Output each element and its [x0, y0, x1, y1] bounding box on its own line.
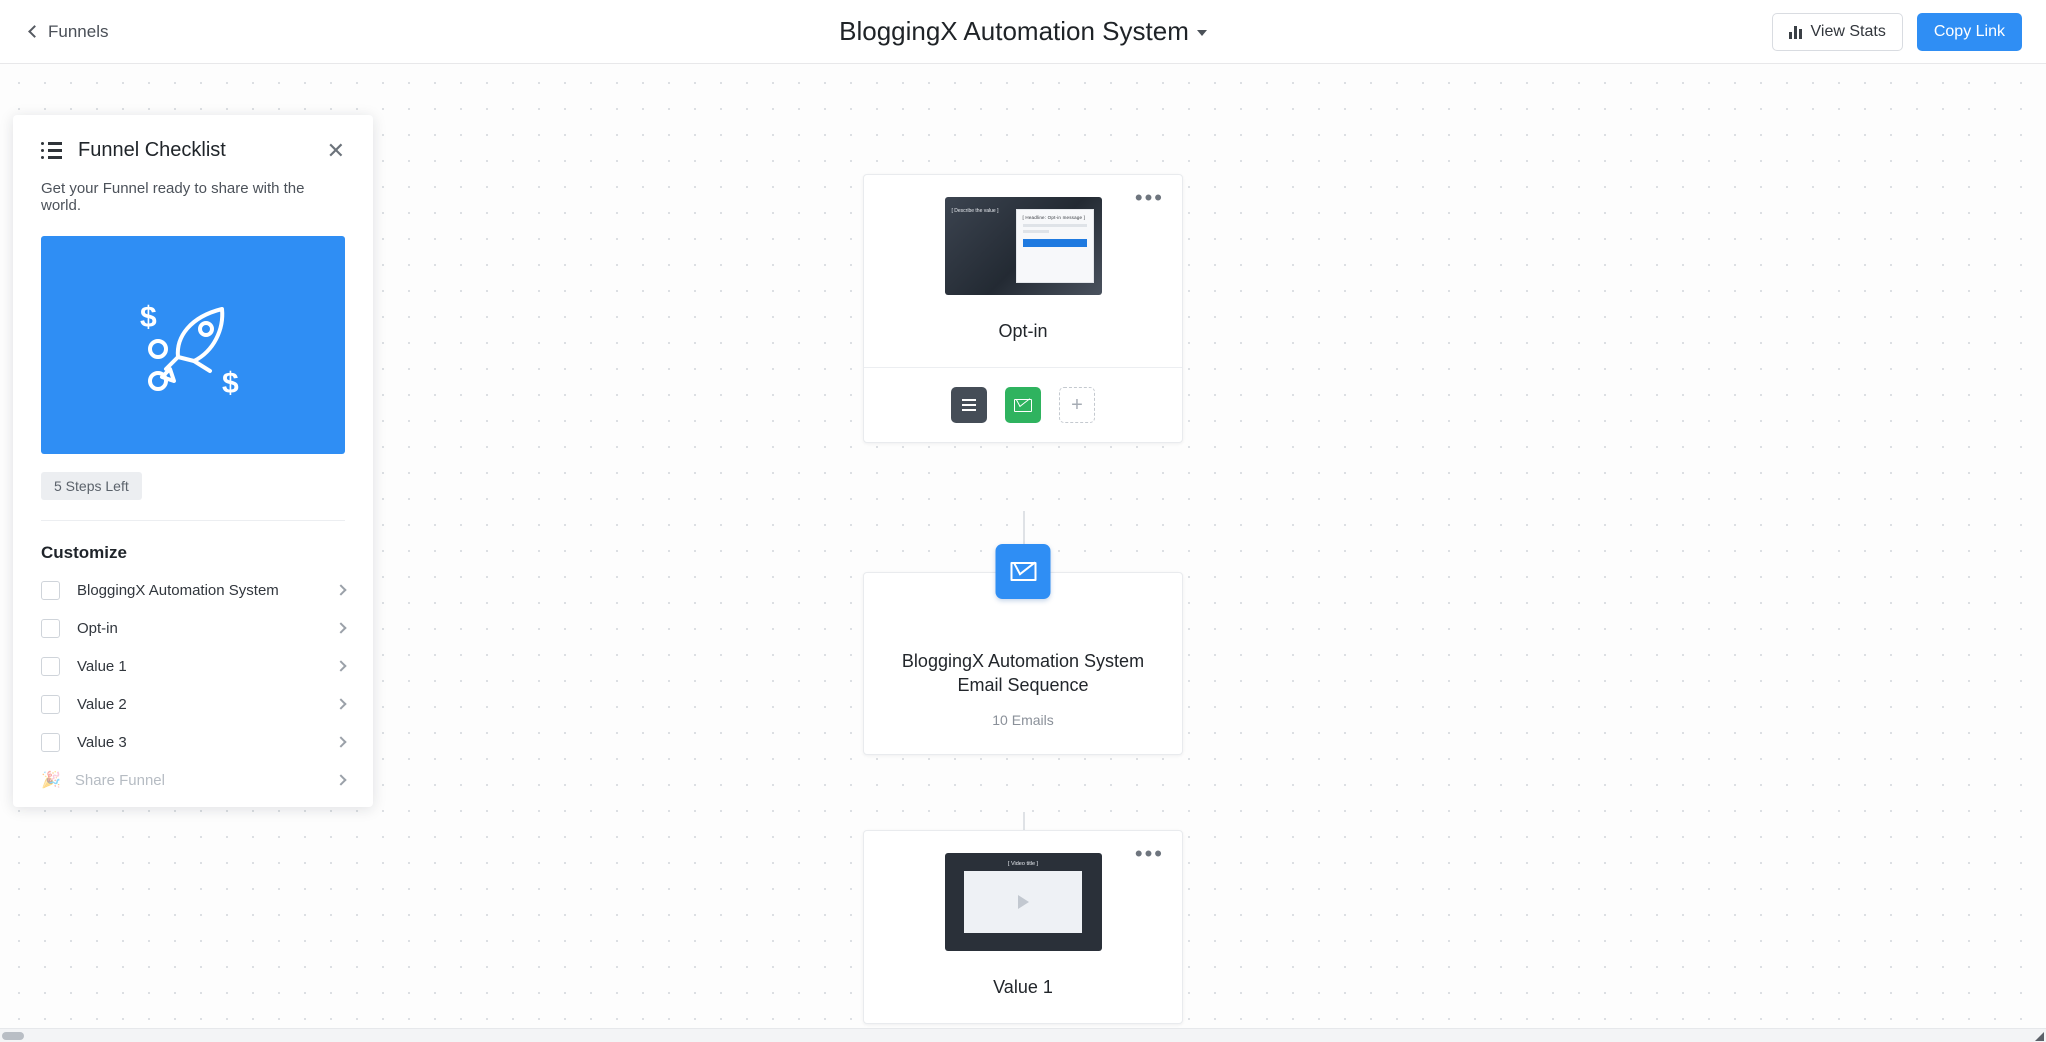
email-tool-button[interactable] — [1005, 387, 1041, 423]
checklist-hero-banner — [41, 236, 345, 454]
list-icon — [962, 399, 976, 411]
funnel-node-email-sequence[interactable] — [863, 572, 1183, 755]
copy-link-button[interactable] — [1917, 13, 2022, 51]
chevron-right-icon — [335, 774, 346, 785]
horizontal-scrollbar[interactable] — [0, 1028, 2046, 1042]
view-stats-label: View Stats — [1810, 23, 1886, 40]
add-step-button[interactable]: + — [1059, 387, 1095, 423]
funnel-checklist-panel — [13, 115, 373, 807]
checklist-item-label: Value 2 — [77, 695, 127, 713]
divider — [41, 520, 345, 521]
svg-text:$: $ — [140, 301, 157, 334]
checklist-subtitle: Get your Funnel ready to share with the world. — [41, 180, 305, 214]
node-optin-tools — [864, 368, 1182, 442]
email-sequence-badge — [996, 544, 1051, 599]
copy-link-label: Copy Link — [1933, 23, 2005, 40]
ellipsis-icon[interactable]: ••• — [1134, 185, 1164, 210]
node-optin-title: Opt-in — [998, 321, 1048, 341]
mail-icon — [1014, 399, 1032, 412]
checklist-item-label: Opt-in — [77, 619, 118, 637]
chevron-left-icon — [28, 25, 41, 38]
chevron-down-icon[interactable] — [1197, 30, 1207, 36]
bar-chart-icon — [1789, 25, 1802, 39]
close-icon[interactable]: ✕ — [326, 137, 345, 163]
top-bar — [0, 0, 2046, 64]
checkbox[interactable] — [41, 695, 60, 714]
checklist-item-value-1[interactable] — [41, 647, 345, 685]
thumbnail-caption: [ Describe the value ] — [951, 208, 999, 214]
checklist-item-label: BloggingX Automation System — [77, 581, 279, 599]
scrollbar-thumb[interactable] — [2, 1032, 24, 1040]
node-email-sequence-subtitle: 10 Emails — [992, 711, 1054, 728]
checkbox[interactable] — [41, 733, 60, 752]
chevron-right-icon — [335, 698, 346, 709]
checklist-item-label: Share Funnel — [74, 771, 165, 789]
funnel-node-value-1[interactable] — [863, 830, 1183, 1024]
thumbnail-mini-page — [1016, 209, 1094, 283]
funnel-node-optin[interactable] — [863, 174, 1183, 443]
checklist-item-value-3[interactable] — [41, 723, 345, 761]
back-to-funnels-link[interactable] — [30, 22, 108, 42]
mini-page-headline: [ Headline: Opt-in message ] — [1022, 215, 1086, 220]
chevron-right-icon — [335, 736, 346, 747]
chevron-right-icon — [335, 622, 346, 633]
svg-text:$: $ — [222, 367, 239, 400]
checklist-header — [41, 139, 345, 162]
page-title-text: BloggingX Automation System — [839, 16, 1189, 46]
page-title — [0, 16, 2046, 47]
thumbnail-caption: [ Video title ] — [1007, 861, 1039, 867]
checklist-item-share-funnel[interactable] — [41, 761, 345, 799]
checkbox[interactable] — [41, 619, 60, 638]
checklist-item-value-2[interactable] — [41, 685, 345, 723]
mini-page-cta — [1023, 239, 1087, 247]
checklist-icon — [41, 142, 62, 159]
mini-page-line — [1023, 224, 1087, 227]
node-email-sequence-title: BloggingX Automation System Email Sequence — [901, 651, 1145, 696]
checklist-item-label: Value 3 — [77, 733, 127, 751]
view-stats-button[interactable] — [1772, 13, 1903, 51]
back-link-label: Funnels — [48, 21, 109, 41]
checklist-item-label: Value 1 — [77, 657, 127, 675]
checkbox[interactable] — [41, 581, 60, 600]
chevron-right-icon — [335, 660, 346, 671]
mini-page-line — [1023, 230, 1049, 233]
node-value1-title: Value 1 — [993, 977, 1053, 997]
top-bar-actions — [1772, 13, 2022, 51]
node-optin-thumbnail — [945, 197, 1102, 295]
ellipsis-icon[interactable]: ••• — [1134, 841, 1164, 866]
customize-section-label: Customize — [41, 543, 127, 562]
party-popper-icon: 🎉 — [41, 772, 61, 789]
node-value1-thumbnail — [945, 853, 1102, 951]
steps-left-badge: 5 Steps Left — [41, 472, 142, 500]
thumbnail-video-screen — [964, 871, 1082, 933]
play-icon — [1018, 895, 1029, 909]
checklist-title: Funnel Checklist — [78, 139, 226, 161]
checkbox[interactable] — [41, 657, 60, 676]
mail-icon — [1010, 562, 1036, 581]
chevron-right-icon — [335, 584, 346, 595]
checklist-item-optin[interactable] — [41, 609, 345, 647]
rocket-money-icon — [118, 285, 268, 405]
list-tool-button[interactable] — [951, 387, 987, 423]
resize-corner-icon[interactable] — [2035, 1032, 2044, 1041]
checklist-item-funnel-name[interactable] — [41, 571, 345, 609]
